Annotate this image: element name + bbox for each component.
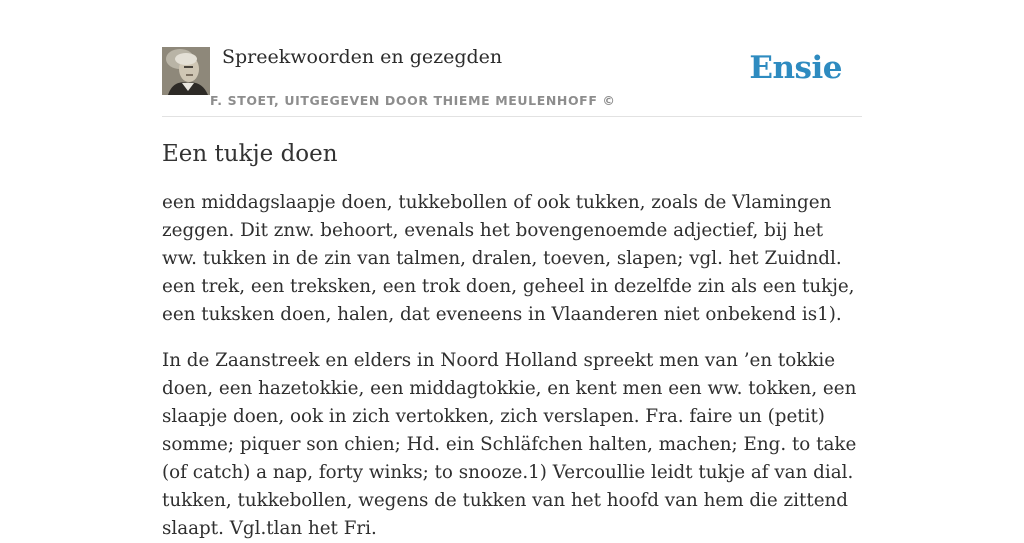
book-title[interactable]: Spreekwoorden en gezegden [222,46,503,68]
entry-paragraph: een middagslaapje doen, tukkebollen of ook tukken, zoals de Vlamingen zeggen. Dit znw. behoort, evenals het bovengenoemde adjectief, bij het ww. tukken in de zin van talmen, dralen, toeven, slapen; vgl. het Zuidndl. een trek, een treksken, een trok doen, geheel in dezelfde zin als een tukje, een tuksken doen, halen, dat eveneens in Vlaanderen niet onbekend is1). [162,192,855,325]
author-avatar[interactable] [162,47,210,95]
content-container [162,46,862,543]
author-portrait-icon [162,47,210,95]
entry-title: Een tukje doen [162,141,338,167]
header [162,46,862,117]
publisher-credit: F. STOET, UITGEGEVEN DOOR THIEME MEULENHOFF © [210,93,616,108]
entry-paragraph: In de Zaanstreek en elders in Noord Holland spreekt men van ’en tokkie doen, een hazetokkie, een middagtokkie, en kent men een ww. tokken, een slaapje doen, ook in zich vertokken, zich verslapen. Fra. faire un (petit) somme; piquer son chien; Hd. ein Schläfchen halten, machen; Eng. to take (of catch) a nap, forty winks; to snooze.1) Vercoullie leidt tukje af van dial. tukken, tukkebollen, wegens de tukken van het hoofd van hem die zittend slaapt. Vgl.tlan het Fri. [162,350,857,539]
ensie-logo[interactable]: Ensie [749,50,842,86]
